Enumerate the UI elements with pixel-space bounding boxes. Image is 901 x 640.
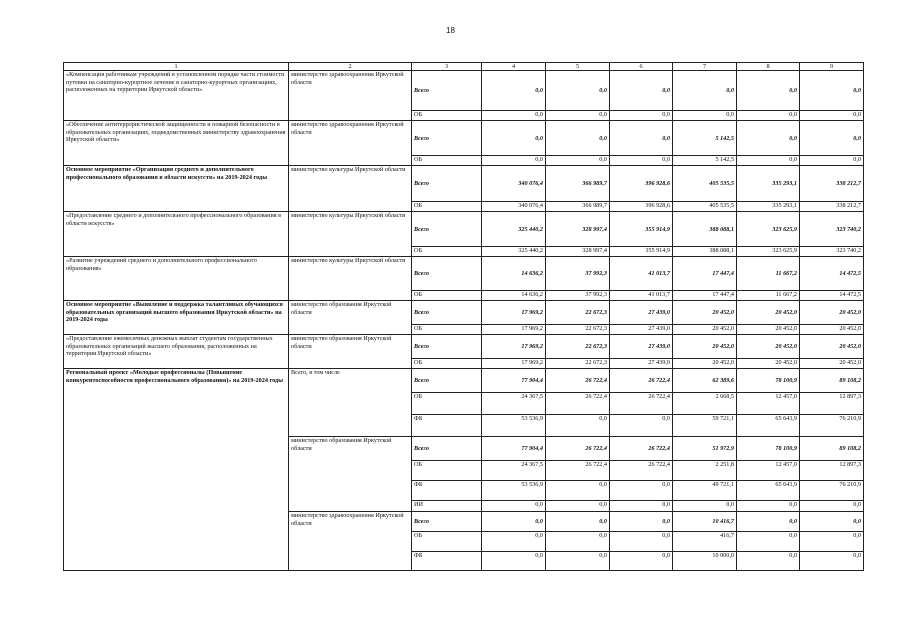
amount-cell: 0,0	[546, 71, 610, 111]
amount-cell: 0,0	[800, 111, 864, 121]
amount-cell: 26 722,4	[610, 369, 673, 393]
column-number-header	[64, 63, 864, 71]
amount-cell: 0,0	[482, 71, 546, 111]
funding-source: ОБ	[412, 247, 482, 257]
funding-source: Всего	[412, 257, 482, 291]
amount-cell: 0,0	[800, 156, 864, 166]
executor-name: Всего, в том числе	[289, 369, 412, 437]
amount-cell: 27 439,0	[610, 335, 673, 359]
amount-cell: 26 722,4	[546, 369, 610, 393]
amount-cell: 0,0	[610, 552, 673, 571]
amount-cell: 12 457,0	[737, 461, 800, 481]
amount-cell: 26 722,4	[610, 461, 673, 481]
amount-cell: 0,0	[800, 501, 864, 512]
amount-cell: 77 904,4	[482, 369, 546, 393]
amount-cell: 22 672,3	[546, 335, 610, 359]
amount-cell: 0,0	[737, 532, 800, 552]
table-row	[64, 212, 864, 247]
executor-name: министерство культуры Иркутской области	[289, 166, 412, 212]
amount-cell: 17 447,4	[673, 291, 737, 301]
amount-cell: 0,0	[800, 71, 864, 111]
amount-cell: 366 989,7	[546, 166, 610, 202]
amount-cell: 78 100,9	[737, 369, 800, 393]
amount-cell: 11 667,2	[737, 257, 800, 291]
amount-cell: 12 897,3	[800, 393, 864, 415]
amount-cell: 24 367,5	[482, 393, 546, 415]
amount-cell: 0,0	[800, 552, 864, 571]
amount-cell: 338 212,7	[800, 202, 864, 212]
amount-cell: 26 722,4	[546, 461, 610, 481]
amount-cell: 0,0	[673, 501, 737, 512]
amount-cell: 26 722,4	[610, 393, 673, 415]
funding-source: Всего	[412, 512, 482, 532]
amount-cell: 89 108,2	[800, 369, 864, 393]
executor-name: министерство здравоохранения Иркутской области	[289, 121, 412, 166]
funding-source: ОБ	[412, 532, 482, 552]
amount-cell: 53 536,9	[482, 481, 546, 501]
page-number: 18	[446, 26, 455, 35]
amount-cell: 20 452,0	[737, 325, 800, 335]
amount-cell: 338 212,7	[800, 166, 864, 202]
amount-cell: 0,0	[610, 512, 673, 532]
amount-cell: 20 452,0	[800, 325, 864, 335]
funding-source: Всего	[412, 301, 482, 325]
amount-cell: 0,0	[546, 156, 610, 166]
amount-cell: 416,7	[673, 532, 737, 552]
amount-cell: 325 440,2	[482, 247, 546, 257]
amount-cell: 323 740,2	[800, 247, 864, 257]
amount-cell: 78 100,9	[737, 437, 800, 461]
amount-cell: 20 452,0	[800, 359, 864, 369]
funding-source: ФБ	[412, 415, 482, 437]
amount-cell: 14 636,2	[482, 257, 546, 291]
amount-cell: 20 452,0	[737, 335, 800, 359]
amount-cell: 62 389,6	[673, 369, 737, 393]
funding-source: ФБ	[412, 481, 482, 501]
table-row	[64, 71, 864, 111]
measure-name: «Предоставление среднего и дополнительного профессионального образования в области искусств»	[64, 212, 289, 257]
amount-cell: 49 721,1	[673, 481, 737, 501]
amount-cell: 335 293,1	[737, 202, 800, 212]
funding-source: ОБ	[412, 461, 482, 481]
amount-cell: 2 668,5	[673, 393, 737, 415]
funding-source: ФБ	[412, 552, 482, 571]
amount-cell: 0,0	[610, 71, 673, 111]
amount-cell: 22 672,3	[546, 325, 610, 335]
amount-cell: 89 108,2	[800, 437, 864, 461]
table-row	[64, 369, 864, 393]
executor-name: министерство образования Иркутской области	[289, 335, 412, 369]
amount-cell: 405 535,5	[673, 202, 737, 212]
amount-cell: 396 928,6	[610, 166, 673, 202]
amount-cell: 0,0	[482, 501, 546, 512]
amount-cell: 20 452,0	[673, 335, 737, 359]
amount-cell: 12 457,0	[737, 393, 800, 415]
funding-source: Всего	[412, 121, 482, 156]
funding-source: ОБ	[412, 202, 482, 212]
amount-cell: 24 367,5	[482, 461, 546, 481]
amount-cell: 323 625,9	[737, 247, 800, 257]
amount-cell: 325 440,2	[482, 212, 546, 247]
column-number: 1	[64, 63, 289, 71]
amount-cell: 0,0	[610, 156, 673, 166]
amount-cell: 0,0	[737, 552, 800, 571]
amount-cell: 328 997,4	[546, 212, 610, 247]
amount-cell: 0,0	[800, 512, 864, 532]
amount-cell: 0,0	[610, 121, 673, 156]
table-row	[64, 166, 864, 202]
table-row	[64, 121, 864, 156]
amount-cell: 0,0	[673, 71, 737, 111]
amount-cell: 0,0	[610, 415, 673, 437]
amount-cell: 22 672,3	[546, 359, 610, 369]
amount-cell: 0,0	[546, 532, 610, 552]
amount-cell: 41 013,7	[610, 291, 673, 301]
column-number: 9	[800, 63, 864, 71]
executor-name: министерство здравоохранения Иркутской области	[289, 71, 412, 121]
funding-source: ОБ	[412, 325, 482, 335]
funding-source: ОБ	[412, 291, 482, 301]
amount-cell: 14 472,5	[800, 291, 864, 301]
amount-cell: 77 904,4	[482, 437, 546, 461]
amount-cell: 14 472,5	[800, 257, 864, 291]
column-number: 8	[737, 63, 800, 71]
amount-cell: 388 088,1	[673, 247, 737, 257]
funding-source: Всего	[412, 212, 482, 247]
column-number: 4	[482, 63, 546, 71]
amount-cell: 0,0	[800, 121, 864, 156]
amount-cell: 37 992,3	[546, 257, 610, 291]
amount-cell: 20 452,0	[737, 359, 800, 369]
amount-cell: 65 643,9	[737, 415, 800, 437]
amount-cell: 59 721,1	[673, 415, 737, 437]
amount-cell: 340 076,4	[482, 202, 546, 212]
amount-cell: 76 210,9	[800, 415, 864, 437]
funding-source: ИИ	[412, 501, 482, 512]
amount-cell: 0,0	[482, 552, 546, 571]
amount-cell: 17 969,2	[482, 301, 546, 325]
amount-cell: 0,0	[546, 501, 610, 512]
funding-source: Всего	[412, 369, 482, 393]
amount-cell: 355 914,9	[610, 247, 673, 257]
amount-cell: 0,0	[482, 512, 546, 532]
executor-name: министерство культуры Иркутской области	[289, 212, 412, 257]
measure-name: «Обеспечение антитеррористической защищенности и пожарной безопасности в образовательных организациях, подведомственных министерству здравоохранения Иркутской области»	[64, 121, 289, 166]
funding-source: Всего	[412, 166, 482, 202]
amount-cell: 26 722,4	[610, 437, 673, 461]
amount-cell: 51 972,9	[673, 437, 737, 461]
amount-cell: 0,0	[737, 121, 800, 156]
amount-cell: 10 000,0	[673, 552, 737, 571]
amount-cell: 10 416,7	[673, 512, 737, 532]
measure-name: «Развитие учреждений среднего и дополнительного профессионального образования»	[64, 257, 289, 301]
amount-cell: 0,0	[482, 156, 546, 166]
amount-cell: 355 914,9	[610, 212, 673, 247]
amount-cell: 27 439,0	[610, 359, 673, 369]
funding-source: Всего	[412, 437, 482, 461]
amount-cell: 0,0	[737, 512, 800, 532]
amount-cell: 17 969,2	[482, 335, 546, 359]
project-name: Региональный проект «Молодые профессионалы (Повышение конкурентоспособности профессионального образования)» на 2019-2024 годы	[64, 369, 289, 571]
amount-cell: 65 643,9	[737, 481, 800, 501]
amount-cell: 0,0	[546, 111, 610, 121]
funding-source: Всего	[412, 71, 482, 111]
amount-cell: 0,0	[546, 121, 610, 156]
amount-cell: 340 076,4	[482, 166, 546, 202]
amount-cell: 17 447,4	[673, 257, 737, 291]
executor-name: министерство здравоохранения Иркутской области	[289, 512, 412, 571]
column-number: 3	[412, 63, 482, 71]
amount-cell: 323 625,9	[737, 212, 800, 247]
budget-table	[63, 62, 864, 571]
amount-cell: 5 142,5	[673, 156, 737, 166]
amount-cell: 323 740,2	[800, 212, 864, 247]
amount-cell: 20 452,0	[673, 301, 737, 325]
amount-cell: 0,0	[482, 532, 546, 552]
funding-source: ОБ	[412, 156, 482, 166]
column-number: 7	[673, 63, 737, 71]
amount-cell: 20 452,0	[737, 301, 800, 325]
amount-cell: 0,0	[737, 71, 800, 111]
amount-cell: 0,0	[737, 156, 800, 166]
amount-cell: 11 667,2	[737, 291, 800, 301]
funding-source: ОБ	[412, 111, 482, 121]
amount-cell: 17 969,2	[482, 325, 546, 335]
executor-name: министерство культуры Иркутской области	[289, 257, 412, 301]
amount-cell: 2 251,8	[673, 461, 737, 481]
funding-source: ОБ	[412, 393, 482, 415]
amount-cell: 0,0	[546, 415, 610, 437]
amount-cell: 26 722,4	[546, 437, 610, 461]
amount-cell: 76 210,9	[800, 481, 864, 501]
column-number: 6	[610, 63, 673, 71]
amount-cell: 0,0	[546, 481, 610, 501]
amount-cell: 366 989,7	[546, 202, 610, 212]
measure-name: Основное мероприятие «Выявление и поддержка талантливых обучающихся образовательных организаций высшего образования Иркутской области» на 2019-2024 годы	[64, 301, 289, 335]
executor-name: министерство образования Иркутской области	[289, 437, 412, 512]
measure-name: «Компенсация работникам учреждений в установленном порядке части стоимости путевки на санаторно-курортное лечение в санаторно-курортных организациях, расположенных на территории Иркутской области»	[64, 71, 289, 121]
amount-cell: 335 293,1	[737, 166, 800, 202]
funding-source: ОБ	[412, 359, 482, 369]
table-row	[64, 301, 864, 325]
amount-cell: 27 439,0	[610, 301, 673, 325]
funding-source: Всего	[412, 335, 482, 359]
amount-cell: 20 452,0	[800, 335, 864, 359]
amount-cell: 328 997,4	[546, 247, 610, 257]
amount-cell: 53 536,9	[482, 415, 546, 437]
amount-cell: 0,0	[610, 532, 673, 552]
amount-cell: 27 439,0	[610, 325, 673, 335]
column-number: 5	[546, 63, 610, 71]
amount-cell: 0,0	[546, 552, 610, 571]
amount-cell: 22 672,3	[546, 301, 610, 325]
column-number: 2	[289, 63, 412, 71]
amount-cell: 14 636,2	[482, 291, 546, 301]
measure-name: Основное мероприятие «Организация среднего и дополнительного профессионального образования в области искусств» на 2019-2024 годы	[64, 166, 289, 212]
amount-cell: 0,0	[610, 111, 673, 121]
amount-cell: 20 452,0	[673, 359, 737, 369]
table-row	[64, 257, 864, 291]
table-row	[64, 335, 864, 359]
amount-cell: 0,0	[482, 111, 546, 121]
amount-cell: 20 452,0	[673, 325, 737, 335]
amount-cell: 0,0	[610, 501, 673, 512]
amount-cell: 26 722,4	[546, 393, 610, 415]
amount-cell: 0,0	[737, 111, 800, 121]
amount-cell: 12 897,3	[800, 461, 864, 481]
amount-cell: 20 452,0	[800, 301, 864, 325]
amount-cell: 0,0	[482, 121, 546, 156]
amount-cell: 0,0	[673, 111, 737, 121]
measure-name: «Предоставление ежемесячных денежных выплат студентам государственных образовательных организаций высшего образования, расположенных на территории Иркутской области»	[64, 335, 289, 369]
amount-cell: 405 535,5	[673, 166, 737, 202]
amount-cell: 41 013,7	[610, 257, 673, 291]
amount-cell: 0,0	[546, 512, 610, 532]
amount-cell: 0,0	[800, 532, 864, 552]
amount-cell: 0,0	[610, 481, 673, 501]
amount-cell: 5 142,5	[673, 121, 737, 156]
amount-cell: 17 969,2	[482, 359, 546, 369]
amount-cell: 37 992,3	[546, 291, 610, 301]
amount-cell: 396 928,6	[610, 202, 673, 212]
executor-name: министерство образования Иркутской области	[289, 301, 412, 335]
amount-cell: 388 088,1	[673, 212, 737, 247]
amount-cell: 0,0	[737, 501, 800, 512]
